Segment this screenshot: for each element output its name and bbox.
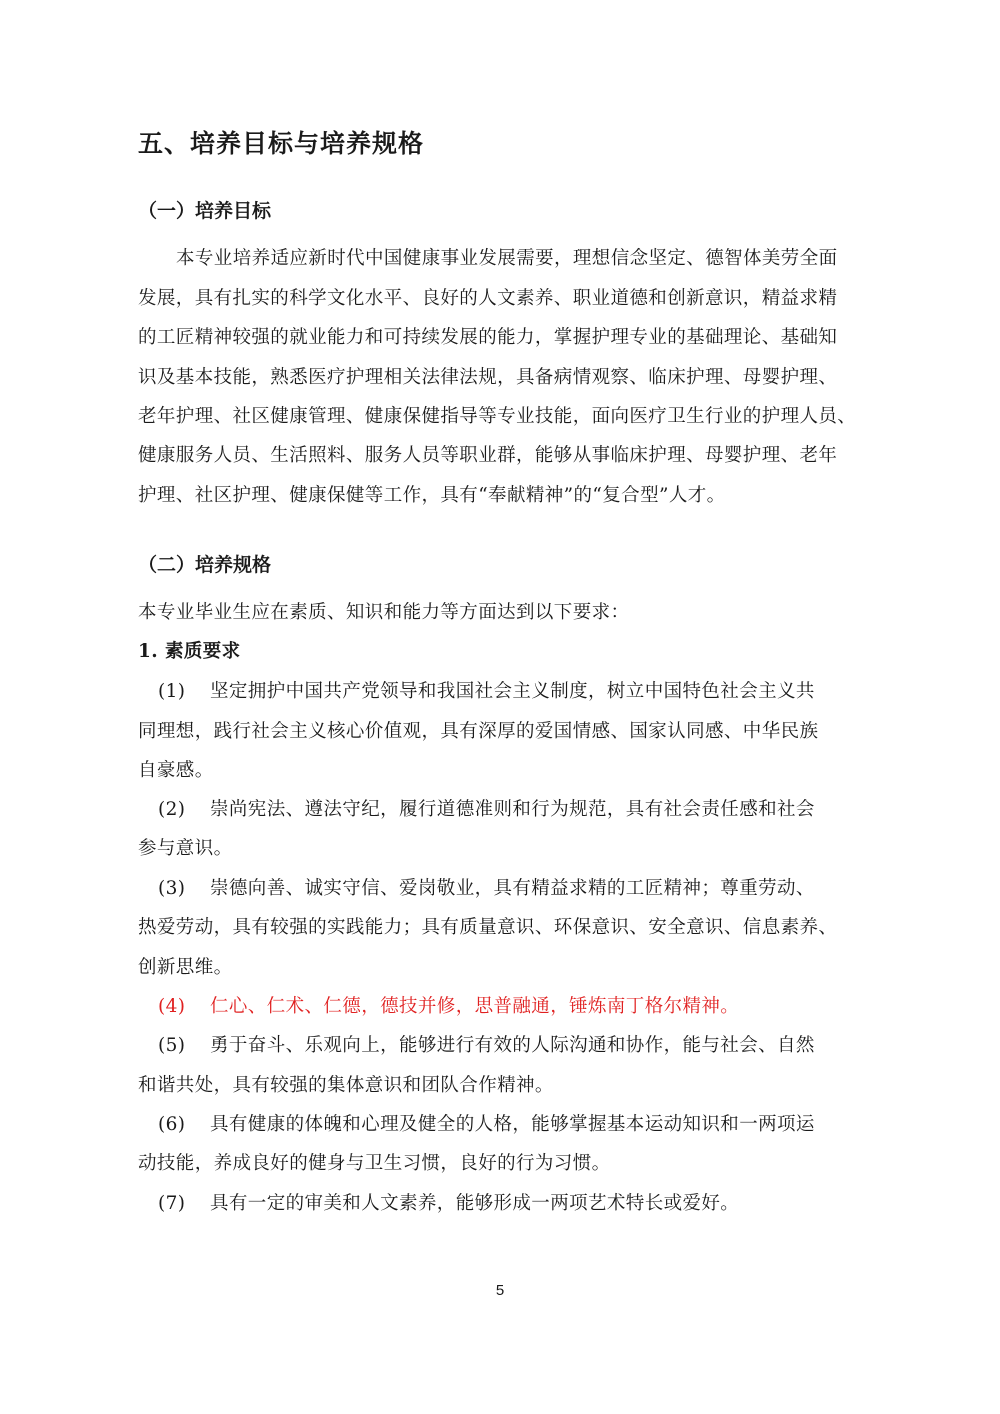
quality-item-1 xyxy=(158,677,815,703)
item-number: (6) xyxy=(158,1114,186,1135)
quality-item-4 xyxy=(158,992,739,1018)
quality-heading: 1. 素质要求 xyxy=(138,641,241,662)
item-text: 勇于奋斗、乐观向上，能够进行有效的人际沟通和协作，能与社会、自然 xyxy=(210,1035,815,1056)
objectives-line-4: 识及基本技能，熟悉医疗护理相关法律法规，具备病情观察、临床护理、母婴护理、 xyxy=(138,367,838,388)
item-text: 崇尚宪法、遵法守纪，履行道德准则和行为规范，具有社会责任感和社会 xyxy=(210,799,815,820)
quality-item-1-line-2: 同理想，践行社会主义核心价值观，具有深厚的爱国情感、国家认同感、中华民族 xyxy=(138,721,819,742)
quality-item-1-line-3: 自豪感。 xyxy=(138,760,214,781)
objectives-line-6: 健康服务人员、生活照料、服务人员等职业群，能够从事临床护理、母婴护理、老年 xyxy=(138,445,838,466)
quality-item-7 xyxy=(158,1189,739,1215)
item-text: 具有一定的审美和人文素养，能够形成一两项艺术特长或爱好。 xyxy=(210,1193,740,1214)
objectives-line-1: 本专业培养适应新时代中国健康事业发展需要，理想信念坚定、德智体美劳全面 xyxy=(176,248,838,269)
objectives-line-3: 的工匠精神较强的就业能力和可持续发展的能力，掌握护理专业的基础理论、基础知 xyxy=(138,327,838,348)
item-number: (4) xyxy=(158,996,186,1017)
objectives-line-2: 发展，具有扎实的科学文化水平、良好的人文素养、职业道德和创新意识，精益求精 xyxy=(138,288,838,309)
objectives-line-7: 护理、社区护理、健康保健等工作，具有“奉献精神”的“复合型”人才。 xyxy=(138,485,726,506)
quality-item-5 xyxy=(158,1031,815,1057)
quality-item-2-line-2: 参与意识。 xyxy=(138,838,233,859)
objectives-line-5: 老年护理、社区健康管理、健康保健指导等专业技能，面向医疗卫生行业的护理人员、 xyxy=(138,406,857,427)
specs-intro: 本专业毕业生应在素质、知识和能力等方面达到以下要求： xyxy=(138,602,630,623)
item-number: (1) xyxy=(158,681,186,702)
quality-item-6 xyxy=(158,1110,815,1136)
quality-item-2 xyxy=(158,795,815,821)
item-text: 具有健康的体魄和心理及健全的人格，能够掌握基本运动知识和一两项运 xyxy=(210,1114,815,1135)
item-text: 仁心、仁术、仁德，德技并修，思普融通，锤炼南丁格尔精神。 xyxy=(210,996,740,1017)
quality-item-3 xyxy=(158,874,815,900)
quality-item-6-line-2: 动技能，养成良好的健身与卫生习惯，良好的行为习惯。 xyxy=(138,1153,611,1174)
item-number: (5) xyxy=(158,1035,186,1056)
item-number: (2) xyxy=(158,799,186,820)
item-text: 崇德向善、诚实守信、爱岗敬业，具有精益求精的工匠精神；尊重劳动、 xyxy=(210,878,815,899)
item-number: (7) xyxy=(158,1193,186,1214)
page-number: 5 xyxy=(495,1282,505,1299)
quality-item-3-line-2: 热爱劳动，具有较强的实践能力；具有质量意识、环保意识、安全意识、信息素养、 xyxy=(138,917,838,938)
item-text: 坚定拥护中国共产党领导和我国社会主义制度，树立中国特色社会主义共 xyxy=(210,681,815,702)
quality-item-5-line-2: 和谐共处，具有较强的集体意识和团队合作精神。 xyxy=(138,1075,554,1096)
objectives-heading: （一）培养目标 xyxy=(138,200,272,222)
quality-item-3-line-3: 创新思维。 xyxy=(138,957,233,978)
item-number: (3) xyxy=(158,878,186,899)
section-title: 五、培养目标与培养规格 xyxy=(138,129,425,158)
specs-heading: （二）培养规格 xyxy=(138,554,272,576)
